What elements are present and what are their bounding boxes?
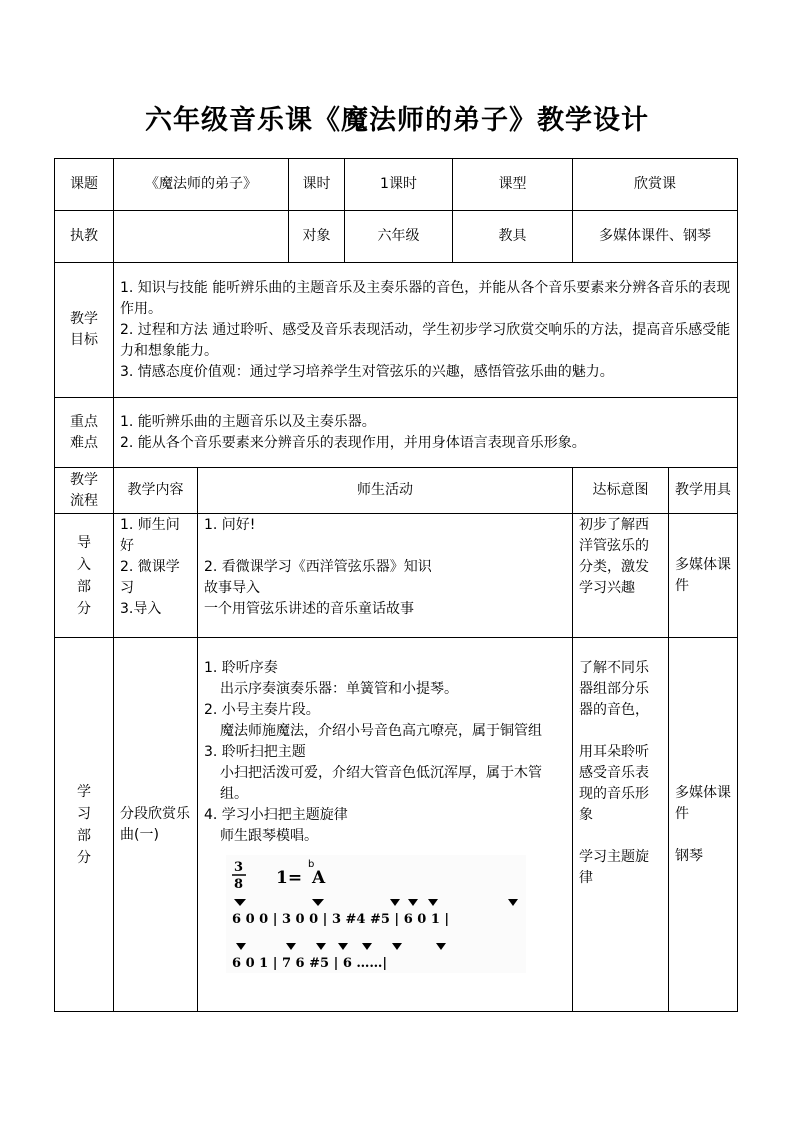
keypoint-item: 1. 能听辨乐曲的主题音乐以及主奏乐器。 bbox=[120, 413, 376, 430]
study-intent-item: 用耳朵聆听感受音乐表现的音乐形象 bbox=[579, 744, 649, 823]
study-activity: 师生跟琴模唱。 bbox=[220, 828, 318, 844]
intro-activity bbox=[204, 536, 566, 557]
intro-content bbox=[114, 514, 198, 638]
header-content: 教学内容 bbox=[114, 468, 198, 514]
study-intent bbox=[573, 638, 669, 1012]
intro-content-item: 1. 师生问好 bbox=[120, 517, 180, 554]
goal-item: 3. 情感态度价值观：通过学习培养学生对管弦乐的兴趣，感悟管弦乐曲的魅力。 bbox=[120, 363, 614, 380]
hours-label: 课时 bbox=[289, 159, 345, 211]
intro-content-item: 2. 微课学习 bbox=[120, 559, 180, 596]
topic-value: 《魔法师的弟子》 bbox=[114, 159, 289, 211]
study-activity: 1. 聆听序奏 bbox=[204, 660, 278, 676]
header-tools: 教学用具 bbox=[669, 468, 738, 514]
hours-value: 1课时 bbox=[345, 159, 453, 211]
goals-label: 教学目标 bbox=[55, 263, 114, 398]
study-activity: 4. 学习小扫把主题旋律 bbox=[204, 807, 348, 823]
score-line-2: 6 0 1 | 7 6 #5 | 6 ……| bbox=[232, 956, 388, 971]
intro-tools: 多媒体课件 bbox=[669, 514, 738, 638]
goal-item: 2. 过程和方法 通过聆听、感受及音乐表现活动，学生初步学习欣赏交响乐的方法，提高音乐感受能力和想象能力。 bbox=[120, 321, 731, 359]
header-process: 教学流程 bbox=[55, 468, 114, 514]
audience-label: 对象 bbox=[289, 211, 345, 263]
study-tools-item bbox=[675, 825, 731, 846]
key-note: A bbox=[312, 868, 326, 888]
header-activity: 师生活动 bbox=[198, 468, 573, 514]
key-signature: 1= bbox=[276, 868, 303, 888]
row-teacher bbox=[55, 211, 738, 263]
time-sig-top: 3 bbox=[234, 860, 244, 875]
row-topic bbox=[55, 159, 738, 211]
study-content: 分段欣赏乐曲(一) bbox=[114, 638, 198, 1012]
key-flat: b bbox=[308, 859, 315, 870]
accent-marks-line2 bbox=[236, 943, 446, 950]
keypoints-list bbox=[114, 398, 738, 468]
intro-intent: 初步了解西洋管弦乐的分类，激发学习兴趣 bbox=[573, 514, 669, 638]
goals-list bbox=[114, 263, 738, 398]
row-goals bbox=[55, 263, 738, 398]
study-activity: 魔法师施魔法，介绍小号音色高亢嘹亮，属于铜管组 bbox=[220, 723, 542, 739]
intro-activity: 2. 看微课学习《西洋管弦乐器》知识 bbox=[204, 559, 432, 575]
lesson-plan-table bbox=[54, 158, 738, 1012]
intro-activity: 一个用管弦乐讲述的音乐童话故事 bbox=[204, 601, 414, 617]
study-intent-item: 了解不同乐器组部分乐器的音色， bbox=[579, 660, 649, 718]
audience-value: 六年级 bbox=[345, 211, 453, 263]
topic-label: 课题 bbox=[55, 159, 114, 211]
intro-activity: 故事导入 bbox=[204, 580, 260, 596]
tools-value: 多媒体课件、钢琴 bbox=[573, 211, 738, 263]
tools-label: 教具 bbox=[453, 211, 573, 263]
study-activity: 2. 小号主奏片段。 bbox=[204, 702, 320, 718]
keypoint-item: 2. 能从各个音乐要素来分辨音乐的表现作用，并用身体语言表现音乐形象。 bbox=[120, 434, 586, 451]
study-activity: 小扫把活泼可爱，介绍大管音色低沉浑厚，属于木管组。 bbox=[220, 765, 542, 802]
study-activity: 出示序奏演奏乐器：单簧管和小提琴。 bbox=[220, 681, 458, 697]
study-tools-item: 钢琴 bbox=[675, 847, 703, 864]
intro-label: 导入部分 bbox=[55, 514, 114, 638]
type-label: 课型 bbox=[453, 159, 573, 211]
type-value: 欣赏课 bbox=[573, 159, 738, 211]
goal-item: 1. 知识与技能 能听辨乐曲的主题音乐及主奏乐器的音色，并能从各个音乐要素来分辨各音乐的表现作用。 bbox=[120, 279, 731, 317]
time-sig-bottom: 8 bbox=[234, 877, 244, 892]
study-intent-item bbox=[579, 826, 662, 847]
page-title: 六年级音乐课《魔法师的弟子》教学设计 bbox=[145, 105, 649, 136]
header-intent: 达标意图 bbox=[573, 468, 669, 514]
intro-content-item: 3.导入 bbox=[120, 601, 162, 617]
intro-activities bbox=[198, 514, 573, 638]
study-intent-item bbox=[579, 721, 662, 742]
accent-marks-line1 bbox=[234, 899, 518, 906]
score-line-1: 6 0 0 | 3 0 0 | 3 #4 #5 | 6 0 1 | bbox=[232, 912, 450, 927]
study-activities bbox=[198, 638, 573, 1012]
study-activity: 3. 聆听扫把主题 bbox=[204, 744, 306, 760]
study-tools bbox=[669, 638, 738, 1012]
numbered-score-image bbox=[226, 855, 526, 973]
study-intent-item: 学习主题旋律 bbox=[579, 849, 649, 886]
row-keypoints bbox=[55, 398, 738, 468]
keypoints-label: 重点难点 bbox=[55, 398, 114, 468]
teacher-value bbox=[114, 211, 289, 263]
intro-row bbox=[55, 514, 738, 638]
study-label: 学习部分 bbox=[55, 638, 114, 1012]
flow-header-row bbox=[55, 468, 738, 514]
study-tools-item: 多媒体课件 bbox=[675, 784, 731, 822]
teacher-label: 执教 bbox=[55, 211, 114, 263]
study-row bbox=[55, 638, 738, 1012]
intro-activity: 1. 问好! bbox=[204, 517, 256, 533]
